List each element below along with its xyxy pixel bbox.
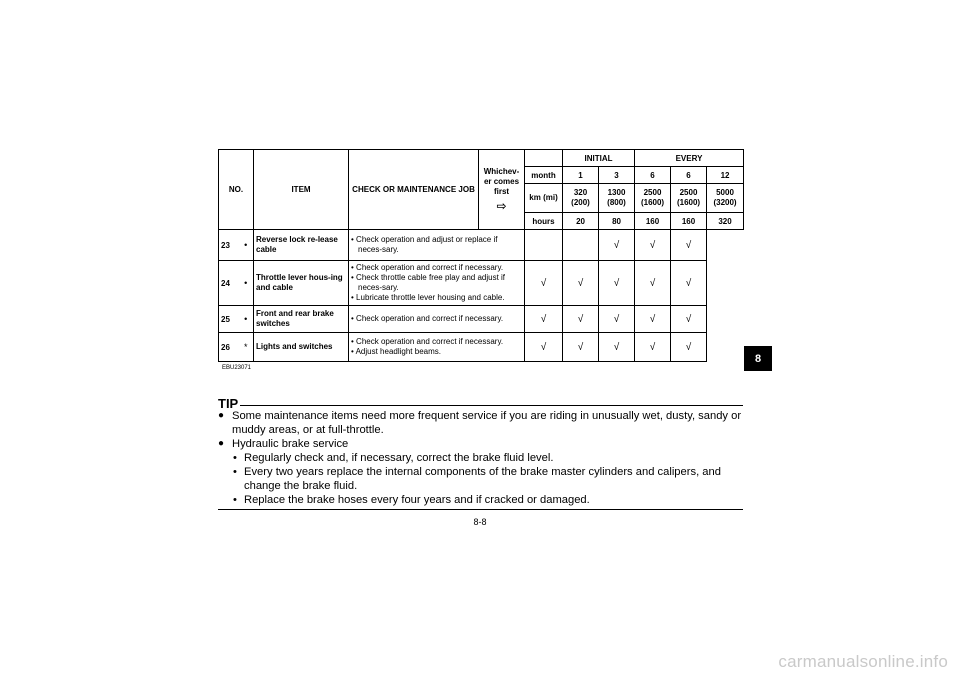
check-mark: √ [671,333,707,362]
check-mark: √ [525,261,563,306]
job-line: • Lubricate throttle lever housing and cable. [351,293,505,302]
whichever-label: Whichev-er comes first [483,167,520,196]
divider [218,509,743,510]
job-line: • Adjust headlight beams. [351,347,441,356]
row-item: Reverse lock re-lease cable [254,230,349,261]
tip-sub-item [218,465,743,493]
divider [240,405,743,406]
tip-text: Every two years replace the internal components of the brake master cylinders and calipers, and change the brake fluid. [244,466,721,492]
page-number: 8-8 [473,517,487,527]
row-job [349,333,525,362]
interval-value: 12 [707,167,744,184]
header-initial: INITIAL [563,150,635,167]
tip-bullet [218,437,743,451]
check-mark: √ [599,306,635,333]
chapter-tab: 8 [744,346,772,371]
row-marker: • [239,261,254,306]
tip-title: TIP [218,396,239,411]
check-mark [525,230,563,261]
table-row [219,230,744,261]
check-mark: √ [599,333,635,362]
interval-value: 20 [563,213,599,230]
header-item: ITEM [254,150,349,230]
check-mark: √ [599,261,635,306]
row-job [349,230,525,261]
check-mark: √ [635,306,671,333]
tip-sub-item [218,451,743,465]
check-mark: √ [563,306,599,333]
job-line: • Check operation and correct if necessary. [351,263,504,272]
check-mark: √ [635,230,671,261]
row-number: 26 [219,333,239,362]
interval-value: 2500 (1600) [671,184,707,213]
header-no: NO. [219,150,254,230]
interval-value: 320 [707,213,744,230]
section-code: EBU23071 [222,365,252,371]
row-marker: • [239,306,254,333]
check-mark: √ [563,261,599,306]
table-row [219,333,744,362]
row-number: 25 [219,306,239,333]
interval-value: 5000 (3200) [707,184,744,213]
check-mark: √ [671,261,707,306]
tip-bullet [218,409,743,437]
tip-text: Hydraulic brake service [232,438,349,450]
tip-body [218,409,743,507]
interval-label: km (mi) [525,184,563,213]
row-marker: • [239,230,254,261]
bullet-icon: • [233,494,237,506]
row-item: Lights and switches [254,333,349,362]
row-item: Front and rear brake switches [254,306,349,333]
check-mark [563,230,599,261]
header-job: CHECK OR MAINTENANCE JOB [349,150,479,230]
check-mark: √ [671,306,707,333]
interval-value: 2500 (1600) [635,184,671,213]
bullet-icon: ● [218,438,225,449]
job-line: • Check operation and correct if necessary. [351,337,504,346]
interval-value: 160 [635,213,671,230]
interval-value: 6 [635,167,671,184]
check-mark: √ [635,333,671,362]
check-mark: √ [635,261,671,306]
check-mark: √ [599,230,635,261]
table-row [219,306,744,333]
row-item: Throttle lever hous-ing and cable [254,261,349,306]
bullet-icon: ● [218,410,225,421]
maintenance-table [218,149,744,362]
interval-value: 1300 (800) [599,184,635,213]
interval-label: hours [525,213,563,230]
check-mark: √ [563,333,599,362]
interval-value: 160 [671,213,707,230]
job-line: • Check throttle cable free play and adjust if neces-sary. [351,273,506,292]
arrow-right-icon: ⇨ [496,199,507,213]
tip-text: Some maintenance items need more frequent service if you are riding in unusually wet, dusty, sandy or muddy areas, or at full-throttle. [232,410,742,436]
check-mark: √ [525,333,563,362]
bullet-icon: • [233,452,237,464]
interval-value: 80 [599,213,635,230]
row-marker: * [239,333,254,362]
tip-text: Replace the brake hoses every four years and if cracked or damaged. [244,494,590,506]
table-row [219,261,744,306]
watermark: carmanualsonline.info [778,652,948,671]
interval-value: 1 [563,167,599,184]
bullet-icon: • [233,466,237,478]
tip-sub-item [218,493,743,507]
check-mark: √ [671,230,707,261]
tip-text: Regularly check and, if necessary, correct the brake fluid level. [244,452,554,464]
interval-value: 320 (200) [563,184,599,213]
interval-value: 6 [671,167,707,184]
header-every: EVERY [635,150,744,167]
check-mark: √ [525,306,563,333]
interval-label: month [525,167,563,184]
row-number: 24 [219,261,239,306]
row-job [349,306,525,333]
job-line: • Check operation and correct if necessary. [351,314,504,323]
row-number: 23 [219,230,239,261]
header-whichever [479,150,525,230]
row-job [349,261,525,306]
interval-value: 3 [599,167,635,184]
job-line: • Check operation and adjust or replace if neces-sary. [351,235,498,254]
